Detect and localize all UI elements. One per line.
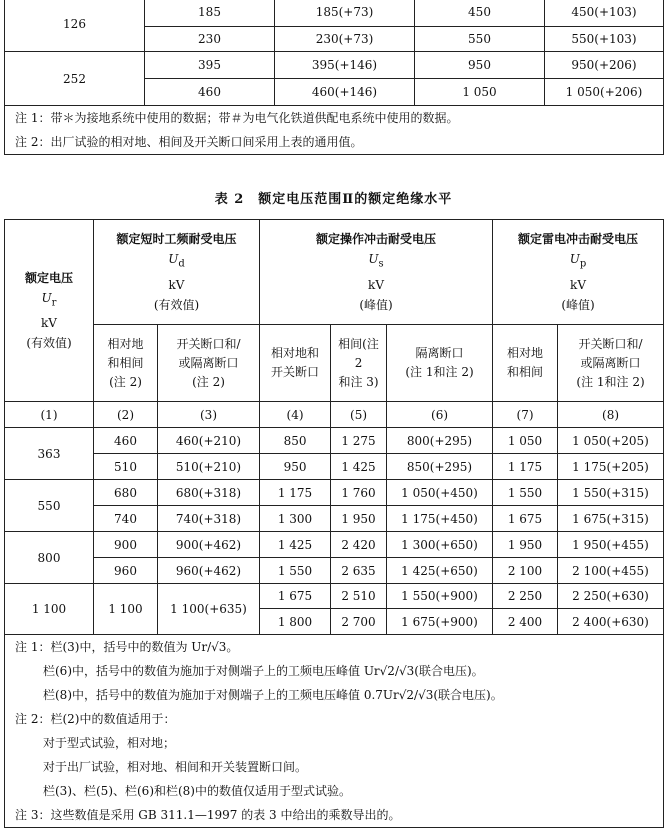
symbol	[495, 249, 661, 274]
symbol	[96, 249, 257, 274]
header-text: 额定操作冲击耐受电压	[316, 232, 437, 247]
subheader-line: 相对地	[507, 346, 544, 360]
header-rated-voltage	[5, 220, 94, 402]
table-cell: 550(+103)	[545, 27, 664, 52]
table-cell: 950	[260, 454, 331, 480]
symbol	[262, 249, 490, 274]
table-cell: 2 250	[493, 584, 558, 609]
header-text: 额定电压	[24, 270, 73, 285]
table-cell: 950	[415, 52, 545, 79]
symbol-main: U	[168, 252, 179, 267]
rated-voltage-cell: 363	[5, 428, 94, 480]
unit: kV	[41, 316, 57, 331]
table2	[4, 219, 664, 828]
table-cell: 2 400	[493, 609, 558, 635]
subheader-cell	[331, 325, 387, 402]
unit: kV	[168, 277, 185, 292]
column-number: (1)	[5, 402, 94, 428]
note-line: 注 2：栏(2)中的数值适用于：	[15, 712, 176, 726]
table-cell: 900(+462)	[158, 532, 260, 558]
table-cell: 1 550(+900)	[387, 584, 493, 609]
rated-voltage-cell: 550	[5, 480, 94, 532]
table-row	[5, 532, 664, 558]
table-cell: 450	[415, 0, 545, 27]
column-number: (6)	[387, 402, 493, 428]
table-cell: 510	[94, 454, 158, 480]
subheader-cell	[387, 325, 493, 402]
table-cell: 740(+318)	[158, 506, 260, 532]
note-line: 对于型式试验，相对地；	[43, 736, 176, 750]
subheader-line: 相对地	[107, 336, 144, 351]
table-cell: 2 250(+630)	[558, 584, 664, 609]
value-type: (有效值)	[26, 336, 72, 351]
header-lightning-impulse	[493, 220, 664, 325]
column-number: (5)	[331, 402, 387, 428]
subheader-cell	[94, 325, 158, 402]
symbol-main: U	[368, 252, 379, 267]
column-number: (3)	[158, 402, 260, 428]
table-cell: 850(+295)	[387, 454, 493, 480]
table-cell: 1 050(+450)	[387, 480, 493, 506]
notes-row	[5, 635, 664, 828]
table-cell: 2 100(+455)	[558, 558, 664, 584]
table-cell: 1 425(+650)	[387, 558, 493, 584]
unit: kV	[570, 277, 586, 292]
table-cell: 460(+146)	[275, 79, 415, 106]
table-cell: 1 300(+650)	[387, 532, 493, 558]
table-cell: 450(+103)	[545, 0, 664, 27]
table-cell: 1 425	[260, 532, 331, 558]
table-cell: 1 100	[94, 584, 158, 635]
table-cell: 1 550	[493, 480, 558, 506]
table-cell: 800(+295)	[387, 428, 493, 454]
table-cell: 2 635	[331, 558, 387, 584]
table-cell: 1 950(+455)	[558, 532, 664, 558]
subheader-row	[5, 325, 664, 402]
symbol	[7, 288, 91, 313]
header-text: 额定雷电冲击耐受电压	[518, 232, 639, 247]
table-row	[5, 506, 664, 532]
value-type: (峰值)	[561, 297, 595, 312]
table-title: 表 2 额定电压范围Ⅱ的额定绝缘水平	[214, 192, 453, 207]
column-number: (8)	[558, 402, 664, 428]
table-cell: 460	[145, 79, 275, 106]
subheader-line: 相对地和	[271, 346, 320, 360]
unit: kV	[368, 277, 384, 292]
table-cell: 1 175(+205)	[558, 454, 664, 480]
table-cell: 1 950	[331, 506, 387, 532]
subheader-line: (注 2)	[109, 374, 142, 389]
symbol-sub: s	[378, 258, 384, 270]
subheader-line: 或隔离断口	[178, 355, 239, 370]
table-cell: 960(+462)	[158, 558, 260, 584]
table-cell: 2 420	[331, 532, 387, 558]
value-type: (有效值)	[153, 297, 200, 312]
table-cell: 1 175	[493, 454, 558, 480]
table-cell: 1 050(+206)	[545, 79, 664, 106]
table-cell: 1 550(+315)	[558, 480, 664, 506]
rated-voltage-cell: 1 100	[5, 584, 94, 635]
subheader-line: 开关断口和/	[578, 336, 643, 351]
table-cell: 950(+206)	[545, 52, 664, 79]
header-power-frequency	[94, 220, 260, 325]
subheader-cell	[158, 325, 260, 402]
table-cell: 510(+210)	[158, 454, 260, 480]
subheader-line: 隔离断口	[415, 346, 464, 360]
column-number: (4)	[260, 402, 331, 428]
table-cell: 1 050	[415, 79, 545, 106]
note-line: 栏(6)中，括号中的数值为施加于对侧端子上的工频电压峰值 Ur√2/√3(联合电压)。	[43, 664, 484, 678]
table-cell: 2 700	[331, 609, 387, 635]
table-cell: 1 275	[331, 428, 387, 454]
table-cell: 1 050(+205)	[558, 428, 664, 454]
subheader-line: (注 2)	[192, 374, 225, 389]
header-text: 额定短时工频耐受电压	[116, 232, 237, 247]
table-cell: 1 175	[260, 480, 331, 506]
note-line: 注 3：这些数值是采用 GB 311.1—1997 的表 3 中给出的乘数导出的。	[15, 808, 401, 822]
notes-row	[5, 106, 664, 155]
value-type: (峰值)	[359, 297, 393, 312]
table-row	[5, 454, 664, 480]
table-cell: 900	[94, 532, 158, 558]
subheader-line: 或隔离断口	[580, 355, 641, 370]
table-cell: 1 675(+315)	[558, 506, 664, 532]
subheader-cell	[558, 325, 664, 402]
table-cell: 395	[145, 52, 275, 79]
symbol-main: U	[569, 252, 580, 267]
header-switching-impulse	[260, 220, 493, 325]
table-cell: 2 400(+630)	[558, 609, 664, 635]
column-number: (7)	[493, 402, 558, 428]
table-cell: 185	[145, 0, 275, 27]
note-line: 注 1：带＊为接地系统中使用的数据；带＃为电气化铁道供配电系统中使用的数据。	[15, 111, 459, 125]
subheader-line: (注 1和注 2)	[576, 374, 645, 389]
table-cell: 2 510	[331, 584, 387, 609]
table-cell: 1 950	[493, 532, 558, 558]
notes-cell	[5, 635, 664, 828]
subheader-line: (注 1和注 2)	[405, 365, 474, 379]
note-line: 对于出厂试验，相对地、相间和开关装置断口间。	[43, 760, 308, 774]
symbol-sub: p	[579, 258, 587, 270]
column-number: (2)	[94, 402, 158, 428]
rated-voltage-cell: 126	[5, 0, 145, 52]
column-number-row	[5, 402, 664, 428]
table-cell: 1 425	[331, 454, 387, 480]
table-cell: 960	[94, 558, 158, 584]
table-row	[5, 52, 664, 79]
table1-fragment	[4, 0, 664, 155]
table-cell: 550	[415, 27, 545, 52]
header-row	[5, 220, 664, 325]
table-cell: 2 100	[493, 558, 558, 584]
table-cell: 230(+73)	[275, 27, 415, 52]
table-cell: 680	[94, 480, 158, 506]
note-line: 注 1：栏(3)中，括号中的数值为 Ur/√3。	[15, 640, 239, 654]
table-cell: 1 100(+635)	[158, 584, 260, 635]
table-cell: 395(+146)	[275, 52, 415, 79]
table-cell: 680(+318)	[158, 480, 260, 506]
table-cell: 850	[260, 428, 331, 454]
table-cell: 1 050	[493, 428, 558, 454]
subheader-line: 和相间	[507, 365, 544, 379]
table-cell: 740	[94, 506, 158, 532]
table-row	[5, 0, 664, 27]
table-row	[5, 480, 664, 506]
rated-voltage-cell: 252	[5, 52, 145, 106]
table-cell: 185(+73)	[275, 0, 415, 27]
subheader-line: 开关断口和/	[176, 336, 241, 351]
subheader-line: 开关断口	[271, 365, 320, 379]
table-cell: 1 675	[260, 584, 331, 609]
table-cell: 1 800	[260, 609, 331, 635]
subheader-cell	[493, 325, 558, 402]
table-cell: 1 675(+900)	[387, 609, 493, 635]
table-row	[5, 558, 664, 584]
rated-voltage-cell: 800	[5, 532, 94, 584]
table-cell: 230	[145, 27, 275, 52]
table-cell: 460(+210)	[158, 428, 260, 454]
note-line: 栏(8)中，括号中的数值为施加于对侧端子上的工频电压峰值 0.7Ur√2/√3(联合电压)。	[43, 688, 503, 702]
table-cell: 1 300	[260, 506, 331, 532]
note-line: 注 2：出厂试验的相对地、相间及开关断口间采用上表的通用值。	[15, 135, 363, 149]
symbol-main: U	[41, 290, 52, 305]
subheader-line: 和相间	[107, 355, 144, 370]
table-cell: 1 675	[493, 506, 558, 532]
table-cell: 460	[94, 428, 158, 454]
table-cell: 1 760	[331, 480, 387, 506]
table-row	[5, 428, 664, 454]
subheader-cell	[260, 325, 331, 402]
table-cell: 1 175(+450)	[387, 506, 493, 532]
symbol-sub: r	[51, 297, 57, 309]
subheader-line: 相间(注 2	[338, 336, 379, 370]
subheader-line: 和注 3)	[338, 374, 379, 389]
note-line: 栏(3)、栏(5)、栏(6)和栏(8)中的数值仅适用于型式试验。	[43, 784, 351, 798]
notes-cell	[5, 106, 664, 155]
table-cell: 1 550	[260, 558, 331, 584]
symbol-sub: d	[178, 258, 185, 270]
table-row	[5, 584, 664, 609]
